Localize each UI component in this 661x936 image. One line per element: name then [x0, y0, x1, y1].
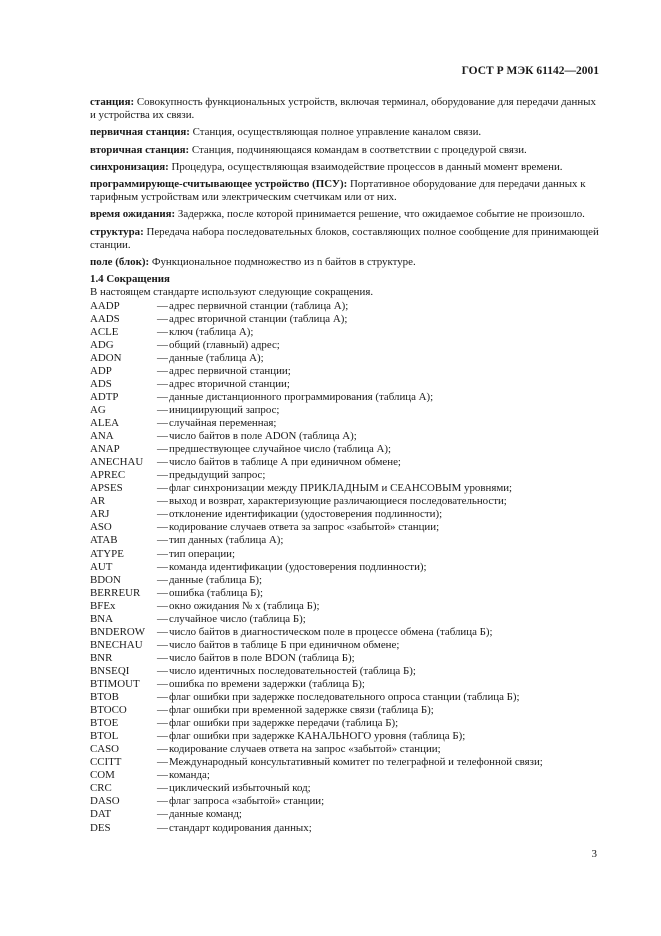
abbreviation-key: BNECHAU: [90, 638, 143, 651]
abbreviation-key: COM: [90, 769, 115, 782]
abbreviation-dash: —: [157, 769, 168, 782]
abbreviation-row: [90, 600, 599, 613]
abbreviation-row: [90, 521, 599, 534]
abbreviation-dash: —: [157, 651, 168, 664]
section-intro: В настоящем стандарте используют следующие сокращения.: [90, 286, 374, 299]
abbreviation-row: [90, 456, 599, 469]
abbreviation-dash: —: [157, 717, 168, 730]
abbreviation-row: [90, 782, 599, 795]
definition-text: Станция, осуществляющая полное управление каналом связи.: [189, 126, 482, 139]
abbreviation-dash: —: [157, 443, 168, 456]
abbreviation-row: [90, 495, 599, 508]
abbreviation-value: отклонение идентификации (удостоверения подлинности);: [169, 508, 443, 521]
abbreviation-dash: —: [157, 390, 168, 403]
definition-text: Функциональное подмножество из n байтов в структуре.: [149, 256, 416, 269]
abbreviation-row: [90, 391, 599, 404]
abbreviation-value: ошибка (таблица Б);: [169, 586, 264, 599]
definition-term: время ожидания:: [90, 208, 176, 221]
abbreviation-key: DAT: [90, 808, 112, 821]
abbreviation-value: число байтов в таблице А при единичном обмене;: [169, 456, 401, 469]
abbreviation-value: циклический избыточный код;: [169, 782, 311, 795]
abbreviation-value: адрес первичной станции (таблица А);: [169, 299, 349, 312]
abbreviation-key: BNR: [90, 651, 113, 664]
abbreviation-row: [90, 574, 599, 587]
definition-item: [90, 126, 599, 139]
abbreviation-dash: —: [157, 560, 168, 573]
abbreviation-value: флаг ошибки при задержке передачи (таблица Б);: [169, 717, 399, 730]
abbreviation-dash: —: [157, 678, 168, 690]
definition-text: Задержка, после которой принимается решение, что ожидаемое событие не произошло.: [175, 208, 585, 221]
abbreviation-row: [90, 717, 599, 730]
abbreviation-dash: —: [157, 743, 168, 756]
definition-term: станция:: [90, 96, 135, 108]
abbreviation-key: APSES: [90, 482, 123, 495]
definition-item: [90, 226, 599, 252]
abbreviation-dash: —: [157, 821, 168, 834]
abbreviation-row: [90, 665, 599, 678]
abbreviation-key: DASO: [90, 795, 120, 808]
abbreviation-row: [90, 443, 599, 456]
abbreviation-key: CRC: [90, 782, 112, 795]
abbreviation-value: данные (таблица Б);: [169, 573, 263, 586]
abbreviation-row: [90, 639, 599, 652]
abbreviation-value: флаг ошибки при временной задержке связи (таблица Б);: [169, 704, 434, 717]
abbreviation-row: [90, 365, 599, 378]
abbreviation-value: предыдущий запрос;: [169, 469, 266, 482]
abbreviations-list: [90, 300, 599, 835]
abbreviation-dash: —: [157, 325, 168, 338]
definition-term: программирующе-считывающее устройство (ПСУ):: [90, 178, 348, 191]
abbreviation-dash: —: [157, 782, 168, 795]
abbreviation-key: BTOL: [90, 730, 119, 743]
abbreviation-row: [90, 404, 599, 417]
abbreviation-value: Международный консультативный комитет по телеграфной и телефонной связи;: [169, 756, 543, 769]
definition-term: структура:: [90, 225, 144, 238]
abbreviation-row: [90, 508, 599, 521]
abbreviation-value: тип данных (таблица А);: [169, 534, 284, 547]
abbreviation-value: данные (таблица А);: [169, 351, 264, 364]
abbreviation-value: случайное число (таблица Б);: [169, 612, 306, 625]
abbreviation-dash: —: [157, 456, 168, 469]
abbreviation-key: BNSEQI: [90, 664, 130, 677]
abbreviation-dash: —: [157, 521, 168, 534]
abbreviation-value: данные дистанционного программирования (таблица А);: [169, 390, 434, 403]
abbreviation-row: [90, 587, 599, 600]
abbreviation-key: BDON: [90, 573, 121, 586]
abbreviation-dash: —: [157, 482, 168, 495]
abbreviation-row: [90, 743, 599, 756]
definition-item: [90, 161, 599, 174]
abbreviation-key: BTOB: [90, 691, 119, 704]
abbreviation-dash: —: [157, 704, 168, 717]
abbreviation-key: ADP: [90, 364, 112, 377]
abbreviation-dash: —: [157, 756, 168, 769]
abbreviation-dash: —: [157, 625, 168, 638]
abbreviation-key: BTOE: [90, 717, 119, 730]
abbreviation-key: BNDEROW: [90, 625, 146, 638]
abbreviation-key: ANAP: [90, 443, 120, 456]
abbreviation-dash: —: [157, 430, 168, 443]
definition-term: синхронизация:: [90, 160, 169, 173]
abbreviation-row: [90, 756, 599, 769]
abbreviation-row: [90, 430, 599, 443]
abbreviation-dash: —: [157, 312, 168, 325]
abbreviation-value: данные команд;: [169, 808, 242, 821]
abbreviation-value: команда;: [169, 769, 210, 782]
abbreviation-key: ANECHAU: [90, 456, 144, 469]
abbreviation-row: [90, 795, 599, 808]
abbreviation-row: [90, 613, 599, 626]
abbreviation-dash: —: [157, 508, 168, 521]
abbreviation-key: AADS: [90, 312, 120, 325]
abbreviation-dash: —: [157, 404, 168, 417]
abbreviation-dash: —: [157, 338, 168, 351]
abbreviation-row: [90, 482, 599, 495]
page-body: [90, 96, 599, 835]
abbreviation-value: окно ожидания № x (таблица Б);: [169, 599, 320, 612]
definition-item: [90, 256, 599, 269]
abbreviation-value: ключ (таблица А);: [169, 325, 254, 338]
abbreviation-value: число байтов в диагностическом поле в процессе обмена (таблица Б);: [169, 625, 493, 638]
abbreviation-key: ADG: [90, 338, 114, 351]
abbreviation-value: тип операции;: [169, 547, 236, 560]
abbreviation-value: флаг синхронизации между ПРИКЛАДНЫМ и СЕАНСОВЫМ уровнями;: [169, 482, 513, 495]
abbreviation-value: предшествующее случайное число (таблица А);: [169, 443, 392, 456]
abbreviation-key: ACLE: [90, 325, 119, 338]
abbreviation-key: BERREUR: [90, 586, 141, 599]
abbreviation-row: [90, 534, 599, 547]
abbreviation-key: AUT: [90, 560, 113, 573]
definition-text: Совокупность функциональных устройств, включая терминал, оборудование для передачи данных и устройства их связи.: [90, 96, 596, 122]
abbreviation-key: ADON: [90, 351, 122, 364]
abbreviation-row: [90, 313, 599, 326]
abbreviation-value: число байтов в поле BDON (таблица Б);: [169, 651, 355, 664]
abbreviation-value: кодирование случаев ответа на запрос «забытой» станции;: [169, 743, 441, 756]
abbreviation-key: ADS: [90, 377, 112, 390]
definition-text: Портативное оборудование для передачи данных к тарифным устройствам или электрическим счетчикам или от них.: [90, 178, 586, 204]
abbreviation-row: [90, 808, 599, 821]
abbreviation-key: DES: [90, 821, 111, 834]
abbreviation-row: [90, 352, 599, 365]
abbreviation-value: стандарт кодирования данных;: [169, 821, 312, 834]
abbreviation-key: BFEx: [90, 599, 116, 612]
page-number: 3: [591, 848, 597, 860]
abbreviation-dash: —: [157, 469, 168, 482]
abbreviation-row: [90, 730, 599, 743]
abbreviation-key: APREC: [90, 469, 126, 482]
abbreviation-key: ATAB: [90, 534, 118, 547]
abbreviation-value: случайная переменная;: [169, 417, 277, 430]
abbreviation-key: ANA: [90, 430, 114, 443]
abbreviation-key: AADP: [90, 299, 120, 312]
abbreviation-value: адрес вторичной станции;: [169, 377, 290, 390]
definition-item: [90, 178, 599, 204]
abbreviation-dash: —: [157, 586, 168, 599]
abbreviation-dash: —: [157, 495, 168, 508]
abbreviation-key: ATYPE: [90, 547, 124, 560]
definition-item: [90, 144, 599, 157]
abbreviation-value: общий (главный) адрес;: [169, 338, 280, 351]
abbreviation-dash: —: [157, 638, 168, 651]
abbreviation-value: адрес вторичной станции (таблица А);: [169, 312, 348, 325]
abbreviation-row: [90, 469, 599, 482]
abbreviation-value: адрес первичной станции;: [169, 364, 291, 377]
abbreviation-row: [90, 678, 599, 691]
abbreviation-dash: —: [157, 299, 168, 312]
abbreviation-row: [90, 691, 599, 704]
abbreviation-dash: —: [157, 599, 168, 612]
abbreviation-dash: —: [157, 573, 168, 586]
abbreviation-dash: —: [157, 730, 168, 743]
abbreviation-value: флаг запроса «забытой» станции;: [169, 795, 325, 808]
section-title: 1.4 Сокращения: [90, 273, 170, 286]
abbreviation-dash: —: [157, 351, 168, 364]
definitions-list: [90, 96, 599, 269]
abbreviation-dash: —: [157, 534, 168, 547]
abbreviation-key: BTIMOUT: [90, 678, 140, 690]
abbreviation-row: [90, 822, 599, 835]
abbreviation-key: BTOCO: [90, 704, 127, 717]
abbreviation-dash: —: [157, 612, 168, 625]
abbreviation-dash: —: [157, 808, 168, 821]
abbreviation-key: ADTP: [90, 390, 119, 403]
abbreviation-row: [90, 548, 599, 561]
abbreviation-value: число идентичных последовательностей (таблица Б);: [169, 664, 416, 677]
abbreviation-dash: —: [157, 795, 168, 808]
abbreviation-value: число байтов в таблице Б при единичном обмене;: [169, 638, 400, 651]
abbreviation-row: [90, 378, 599, 391]
abbreviation-value: число байтов в поле ADON (таблица А);: [169, 430, 357, 443]
abbreviation-key: AG: [90, 404, 106, 417]
abbreviation-value: инициирующий запрос;: [169, 404, 280, 417]
abbreviation-row: [90, 769, 599, 782]
abbreviation-row: [90, 561, 599, 574]
abbreviation-dash: —: [157, 691, 168, 704]
abbreviation-dash: —: [157, 547, 168, 560]
definition-text: Передача набора последовательных блоков, составляющих полное сообщение для принимающей станции.: [90, 225, 599, 251]
abbreviation-row: [90, 704, 599, 717]
abbreviation-value: команда идентификации (удостоверения подлинности);: [169, 560, 427, 573]
abbreviation-key: AR: [90, 495, 106, 508]
abbreviation-key: ARJ: [90, 508, 110, 521]
abbreviation-row: [90, 339, 599, 352]
document-header: ГОСТ Р МЭК 61142—2001: [461, 65, 599, 77]
abbreviation-key: BNA: [90, 612, 113, 625]
abbreviation-value: кодирование случаев ответа за запрос «забытой» станции;: [169, 521, 440, 534]
abbreviation-key: ASO: [90, 521, 112, 534]
definition-term: первичная станция:: [90, 126, 190, 139]
abbreviation-value: выход и возврат, характеризующие различающиеся последовательности;: [169, 495, 507, 508]
definition-text: Станция, подчиняющаяся командам в соответствии с процедурой связи.: [189, 143, 527, 156]
abbreviation-dash: —: [157, 417, 168, 430]
definition-term: вторичная станция:: [90, 143, 190, 156]
abbreviation-value: флаг ошибки при задержке КАНАЛЬНОГО уровня (таблица Б);: [169, 730, 466, 743]
definition-term: поле (блок):: [90, 256, 150, 269]
abbreviation-row: [90, 326, 599, 339]
definition-text: Процедура, осуществляющая взаимодействие процессов в данный момент времени.: [168, 160, 563, 173]
abbreviation-row: [90, 417, 599, 430]
abbreviation-key: CCITT: [90, 756, 122, 769]
abbreviation-row: [90, 652, 599, 665]
abbreviation-key: CASO: [90, 743, 120, 756]
abbreviation-row: [90, 300, 599, 313]
abbreviation-key: ALEA: [90, 417, 120, 430]
abbreviation-value: ошибка по времени задержки (таблица Б);: [169, 678, 365, 690]
abbreviation-value: флаг ошибки при задержке последовательного опроса станции (таблица Б);: [169, 691, 520, 704]
abbreviation-dash: —: [157, 664, 168, 677]
definition-item: [90, 96, 599, 122]
definition-item: [90, 208, 599, 221]
abbreviation-dash: —: [157, 364, 168, 377]
abbreviation-dash: —: [157, 377, 168, 390]
abbreviation-row: [90, 626, 599, 639]
